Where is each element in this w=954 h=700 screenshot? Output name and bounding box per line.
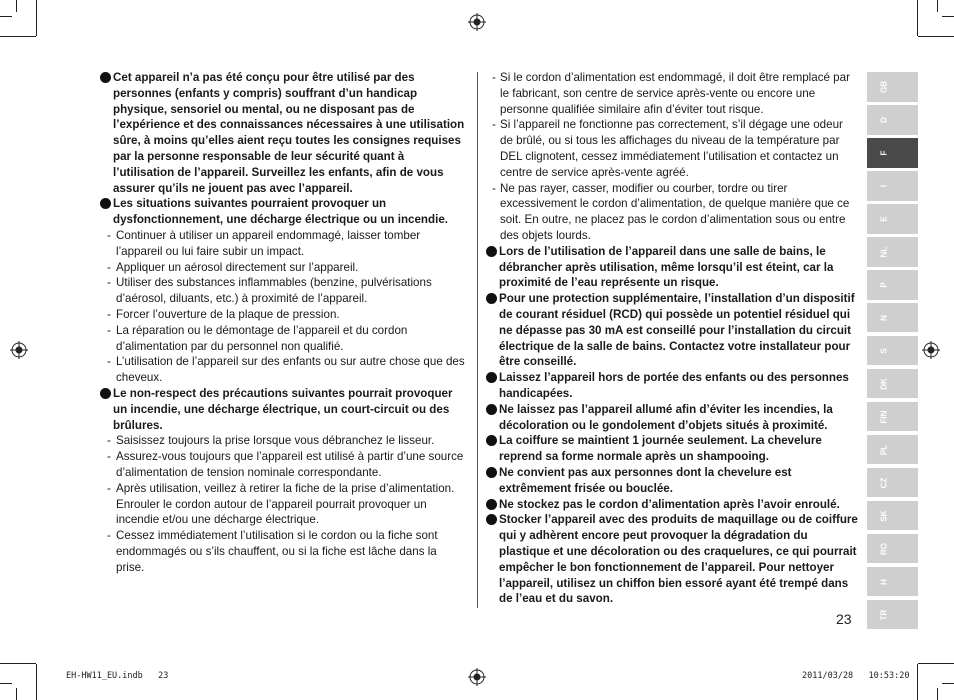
dash-item: - Assurez-vous toujours que l’appareil est utilisé à partir d’une source d’alimentation de tension nominale correspondante. <box>107 450 464 479</box>
tab-d: D <box>867 105 918 135</box>
registration-mark-icon <box>468 13 486 31</box>
crop-mark <box>937 688 938 700</box>
crop-mark <box>0 36 36 37</box>
crop-mark <box>0 663 36 664</box>
dash-item: - L’utilisation de l’appareil sur des enfants ou sur autre chose que des cheveux. <box>107 355 465 385</box>
tab-h: H <box>867 567 918 597</box>
tab-n: N <box>867 303 918 333</box>
registration-mark-icon <box>468 668 486 686</box>
column-divider <box>477 72 478 608</box>
bullet-icon <box>100 388 111 399</box>
left-column <box>100 70 468 576</box>
crop-mark <box>942 16 954 17</box>
dash-item: - Continuer à utiliser un appareil endommagé, laisser tomber l’appareil ou lui faire subir un impact. <box>107 228 421 258</box>
bullet-item: Stocker l’appareil avec des produits de maquillage ou de coiffure qui y adhèrent encore peut provoquer la dégradation du plastique et une décoloration ou des craquelures, ce qui pourrait empêcher le bon fonctionnement de l’appareil. Pour nettoyer l’appareil, utilisez un chiffon bien essoré ayant été trempé dans de l’eau et du savon. <box>486 512 858 607</box>
bullet-item: Ne laissez pas l’appareil allumé afin d’éviter les incendies, la décoloration ou le gondolement d’objets situés à proximité. <box>486 402 858 434</box>
dash-item: - Saisissez toujours la prise lorsque vous débranchez le lisseur. <box>107 434 435 448</box>
crop-mark <box>918 663 954 664</box>
dash-item: - Si le cordon d’alimentation est endommagé, il doit être remplacé par le fabricant, son centre de service après-vente ou encore une personne qualifiée similaire afin d’éviter tout risque. <box>492 71 850 116</box>
tab-cz: CZ <box>867 468 918 498</box>
crop-mark <box>36 664 37 700</box>
bullet-item: Cet appareil n’a pas été conçu pour être utilisé par des personnes (enfants y compris) souffrant d’un handicap physique, sensoriel ou mental, ou ne disposant pas de l’expérience et des connaissances nécessaires à une utilisation sûre, à moins qu’elles aient reçu toutes les consignes requises par la personne responsable de leur sécurité quant à l’utilisation de l’appareil. Surveillez les enfants, afin de vous assurer qu’ils ne jouent pas avec l’appareil. <box>100 70 468 196</box>
tab-f: F <box>867 138 918 168</box>
crop-mark <box>917 664 918 700</box>
tab-p: P <box>867 270 918 300</box>
bullet-icon <box>486 293 497 304</box>
tab-s: S <box>867 336 918 366</box>
footer-date: 2011/03/28 10:53:20 <box>802 671 910 681</box>
crop-mark <box>942 683 954 684</box>
bullet-icon <box>486 435 497 446</box>
bullet-item: Lors de l’utilisation de l’appareil dans une salle de bains, le débrancher après utilisation, même lorsqu’il est éteint, car la proximité de l’eau représente un risque. <box>486 244 858 291</box>
bullet-item: Pour une protection supplémentaire, l’installation d’un dispositif de courant résiduel (RCD) qui possède un potentiel résiduel qui ne dépasse pas 30 mA est conseillé pour l’installation du circuit électrique de la salle de bains. Contactez votre installateur pour être conseillé. <box>486 291 858 370</box>
bullet-icon <box>100 198 111 209</box>
bullet-icon <box>100 72 111 83</box>
crop-mark <box>0 16 12 17</box>
bullet-icon <box>486 404 497 415</box>
crop-mark <box>36 0 37 36</box>
language-tabs <box>867 72 918 633</box>
bullet-item: Laissez l’appareil hors de portée des enfants ou des personnes handicapées. <box>486 370 858 402</box>
bullet-item: Ne convient pas aux personnes dont la chevelure est extrêmement frisée ou bouclée. <box>486 465 858 497</box>
tab-tr: TR <box>867 600 918 630</box>
bullet-icon <box>486 514 497 525</box>
dash-item: - Utiliser des substances inflammables (benzine, pulvérisations d’aérosol, diluants, etc.) à proximité de l’appareil. <box>107 276 432 306</box>
tab-fin: FIN <box>867 402 918 432</box>
footer-file: EH-HW11_EU.indb 23 <box>66 671 169 681</box>
tab-ro: RO <box>867 534 918 564</box>
bullet-item: Les situations suivantes pourraient provoquer un dysfonctionnement, une décharge électrique ou un incendie. <box>100 196 468 228</box>
tab-gb: GB <box>867 72 918 102</box>
tab-pl: PL <box>867 435 918 465</box>
crop-mark <box>16 0 17 12</box>
right-column <box>486 70 858 607</box>
bullet-item: Le non-respect des précautions suivantes pourrait provoquer un incendie, une décharge électrique, un court-circuit ou des brûlures. <box>100 386 468 433</box>
dash-item: - La réparation ou le démontage de l’appareil et du cordon d’alimentation par du personnel non qualifié. <box>107 323 408 353</box>
dash-item: - Forcer l’ouverture de la plaque de pression. <box>107 307 340 321</box>
crop-mark <box>937 0 938 12</box>
page-number: 23 <box>836 611 852 627</box>
crop-mark <box>0 683 12 684</box>
bullet-item: La coiffure se maintient 1 journée seulement. La chevelure reprend sa forme normale après un shampooing. <box>486 433 858 465</box>
bullet-item: Ne stockez pas le cordon d’alimentation après l’avoir enroulé. <box>486 497 858 513</box>
tab-dk: DK <box>867 369 918 399</box>
crop-mark <box>917 0 918 36</box>
bullet-icon <box>486 467 497 478</box>
crop-mark <box>16 688 17 700</box>
tab-nl: NL <box>867 237 918 267</box>
dash-item: - Appliquer un aérosol directement sur l’appareil. <box>107 260 359 274</box>
bullet-icon <box>486 499 497 510</box>
registration-mark-icon <box>922 341 940 359</box>
bullet-icon <box>486 372 497 383</box>
tab-i: I <box>867 171 918 201</box>
dash-item: - Ne pas rayer, casser, modifier ou courber, tordre ou tirer excessivement le cordon d’alimentation, de quelque manière que ce soit. En outre, ne placez pas le cordon d’alimentation sous ou entre des objets lourds. <box>492 181 850 242</box>
dash-item: - Si l’appareil ne fonctionne pas correctement, s’il dégage une odeur de brûlé, ou si tous les affichages du niveau de la température par DEL clignotent, cessez immédiatement l’utilisation et contactez un centre de service après-vente agréé. <box>492 118 843 179</box>
registration-mark-icon <box>10 341 28 359</box>
dash-item: - Cessez immédiatement l’utilisation si le cordon ou la fiche sont endommagés ou s’ils chauffent, ou si la fiche est lâche dans la prise. <box>107 529 438 574</box>
bullet-icon <box>486 246 497 257</box>
tab-e: E <box>867 204 918 234</box>
dash-item: - Après utilisation, veillez à retirer la fiche de la prise d’alimentation. Enrouler le cordon autour de l’appareil pourrait provoquer un incendie et/ou une décharge électrique. <box>107 481 455 527</box>
tab-sk: SK <box>867 501 918 531</box>
crop-mark <box>918 36 954 37</box>
